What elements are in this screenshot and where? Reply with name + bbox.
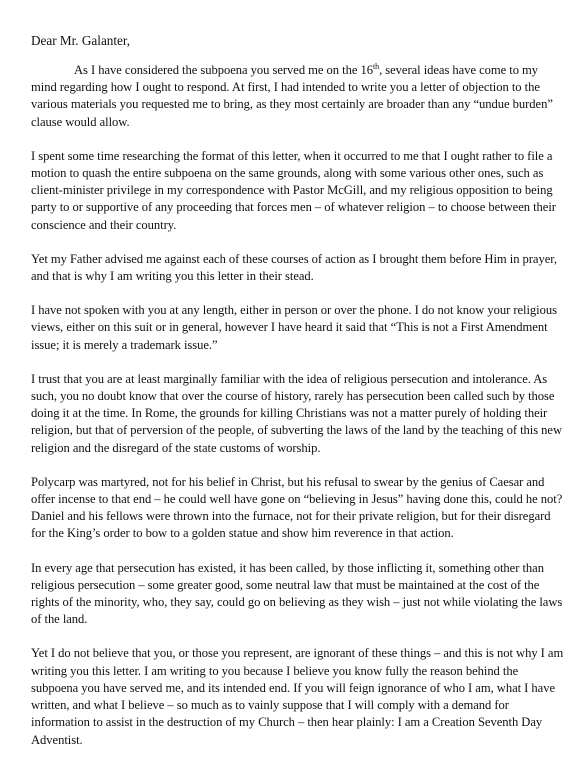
- paragraph-3: Yet my Father advised me against each of these courses of action as I brought them before Him in prayer, and that is why I am writing you this letter in their stead.: [31, 251, 557, 284]
- paragraph-5: I trust that you are at least marginally familiar with the idea of religious persecution and intolerance. As such, you no doubt know that over the course of history, rarely has persecution been called such by those doing it at the time. In Rome, the grounds for killing Christians was not a matter purely of holding their religion, but that of perversion of the people, of subverting the laws of the land by the teaching of this new religion and the disregard of the state customs of worship.: [31, 371, 562, 455]
- paragraph-4: I have not spoken with you at any length, either in person or over the phone. I do not know your religious views, either on this suit or in general, however I have heard it said that “This is not a First Amendment issue; it is merely a trademark issue.”: [31, 303, 557, 352]
- paragraph-7: In every age that persecution has existed, it has been called, by those inflicting it, something other than religious persecution – some greater good, some neutral law that must be maintained at the cost of the rights of the minority, who, they say, could go on believing as they wish – just not while violating the laws of the land.: [31, 560, 563, 627]
- salutation: Dear Mr. Galanter,: [31, 33, 131, 48]
- paragraph-8: Yet I do not believe that you, or those you represent, are ignorant of these things – and this is not why I am writing you this letter. I am writing to you because I believe you know fully the reason behind the subpoena you have served me, and its intended end. If you will feign ignorance of who I am, what I have written, and what I believe – so much as to vainly suppose that I will comply with a demand for information to assist in the destruction of my Church – then hear plainly: I am a Creation Seventh Day Adventist.: [31, 646, 564, 747]
- paragraph-6: Polycarp was martyred, not for his belief in Christ, but his refusal to swear by the genius of Caesar and offer incense to that end – he could well have gone on “believing in Jesus” having done this, could he not? Daniel and his fellows were thrown into the furnace, not for their private religion, but for their disregard for the King’s order to bow to a golden statue and show him reverence in that action.: [31, 474, 563, 541]
- paragraph-1-text-b: , several ideas have come to my mind regarding how I ought to respond. At first, I had intended to write you a letter of objection to the various materials you requested me to bring, as they most certainly are broader than any “undue burden” clause would allow.: [31, 63, 553, 129]
- paragraph-1: [31, 62, 565, 131]
- paragraph-1-text-a: As I have considered the subpoena you served me on the 16: [74, 63, 373, 77]
- paragraph-2: I spent some time researching the format of this letter, when it occurred to me that I ought rather to file a motion to quash the entire subpoena on the same grounds, along with some various other ones, such as client-minister privilege in my correspondence with Pastor McGill, and my religious opposition to being party to or supportive of any proceeding that forces men – of whatever religion – to choose between their conscience and their country.: [31, 148, 556, 232]
- ordinal-superscript: th: [372, 61, 380, 71]
